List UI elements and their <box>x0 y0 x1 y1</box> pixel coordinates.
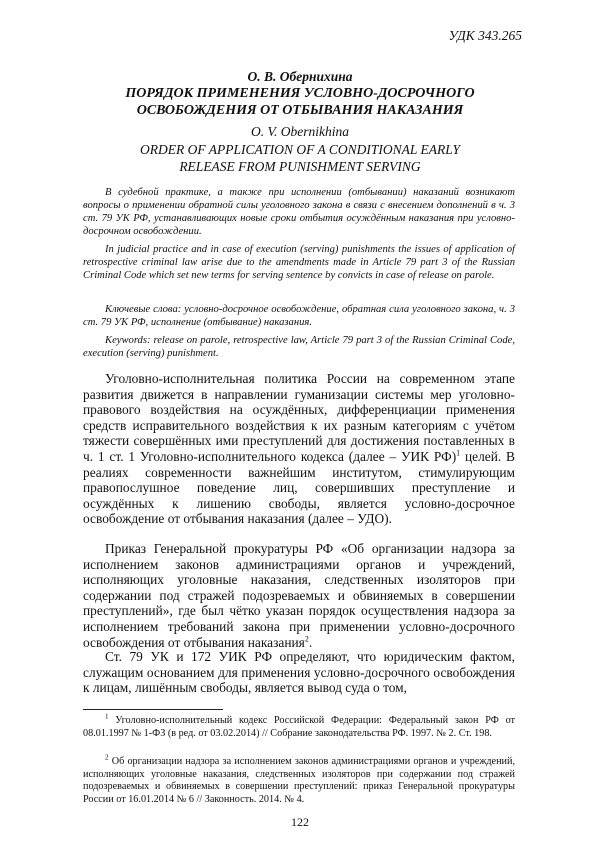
footnote-2-marker: 2 <box>105 753 109 762</box>
paragraph-1-text-a: Уголовно-исполнительная политика России на современном этапе развития движется в направлении гуманизации системы мер уголовно-правового воздействия на осуждённых, дифференциации применения средств исправительного воздействия к их разным категориям с учётом тяжести совершённых ими преступлений для достижения поставленных в ч. 1 ст. 1 Уголовно-исполнительного кодекса (далее – УИК РФ) <box>83 371 515 464</box>
footnote-1-marker: 1 <box>105 712 109 721</box>
footnote-2 <box>83 753 515 806</box>
footnote-2-text: Об организации надзора за исполнением законов администрациями органов и учреждений, исполняющих уголовные наказания, следственных изоляторов при содержании под стражей подозреваемых и обвиняемых в совершении преступлений: приказ Генеральной прокуратуры России от 16.01.2014 № 6 // Законность. 2014. № 4. <box>83 756 515 805</box>
body-paragraph-2 <box>83 541 515 650</box>
keywords-ru: Ключевые слова: условно-досрочное освобождение, обратная сила уголовного закона, ч. 3 ст. 79 УК РФ, исполнение (отбывание) наказания. <box>83 304 515 328</box>
author-name-en: O. V. Obernikhina <box>251 124 349 139</box>
abstract-en: In judicial practice and in case of execution (serving) punishments the issues of application of retrospective criminal law arise due to the amendments made in Article 79 part 3 of the Russian Criminal Code which set new terms for serving sentence by convicts in case of release on parole. <box>83 244 515 281</box>
body-paragraph-1 <box>83 371 515 527</box>
udk-code: УДК 343.265 <box>448 28 522 43</box>
body-paragraph-3: Ст. 79 УК и 172 УИК РФ определяют, что юридическим фактом, служащим основанием для применения условно-досрочного освобождения к лицам, лишённым свободы, является вывод суда о том, <box>83 649 515 696</box>
keywords-en: Keywords: release on parole, retrospective law, Article 79 part 3 of the Russian Criminal Code, execution (serving) punishment. <box>83 335 515 359</box>
title-ru-line-1: ПОРЯДОК ПРИМЕНЕНИЯ УСЛОВНО-ДОСРОЧНОГО <box>125 86 475 101</box>
footnote-ref-2[interactable]: 2 <box>304 634 309 644</box>
abstract-ru: В судебной практике, а также при исполнении (отбывании) наказаний возникают вопросы о применении обратной силы уголовного закона в связи с внесением дополнений в ч. 3 ст. 79 УК РФ, устанавливающих новые сроки отбытия осуждённым наказания при условно-досрочном освобождении. <box>83 187 515 237</box>
author-name-ru: О. В. Обернихина <box>247 69 353 84</box>
title-en <box>0 141 600 175</box>
title-en-line-1: ORDER OF APPLICATION OF A CONDITIONAL EARLY <box>140 142 460 157</box>
paragraph-2-text-a: Приказ Генеральной прокуратуры РФ «Об организации надзора за исполнением законов администрациями органов и учреждений, исполняющих уголовные наказания, следственных изоляторов при содержании под стражей подозреваемых и обвиняемых в совершении преступлений», где был чётко указан порядок осуществления надзора за исполнением требований закона при применении условно-досрочного освобождения от отбывания наказания <box>83 541 515 650</box>
title-ru <box>0 85 600 119</box>
paragraph-1-text-b: целей. В реалиях современности важнейшим институтом, стимулирующим правопослушное поведение лиц, совершивших преступление и осуждённых к лишению свободы, является условно-досрочное освобождение от отбывания наказания (далее – УДО). <box>83 448 515 527</box>
page-number: 122 <box>291 815 309 829</box>
footnote-1-text: Уголовно-исполнительный кодекс Российской Федерации: Федеральный закон РФ от 08.01.1997 № 1-ФЗ (в ред. от 03.02.2014) // Собрание законодательства РФ. 1997. № 2. Ст. 198. <box>83 715 515 739</box>
footnote-1 <box>83 712 515 740</box>
title-en-line-2: RELEASE FROM PUNISHMENT SERVING <box>179 159 421 174</box>
paragraph-2-text-b: . <box>308 634 313 650</box>
title-ru-line-2: ОСВОБОЖДЕНИЯ ОТ ОТБЫВАНИЯ НАКАЗАНИЯ <box>136 103 464 118</box>
footnote-divider <box>83 709 223 710</box>
footnote-ref-1[interactable]: 1 <box>456 448 461 458</box>
